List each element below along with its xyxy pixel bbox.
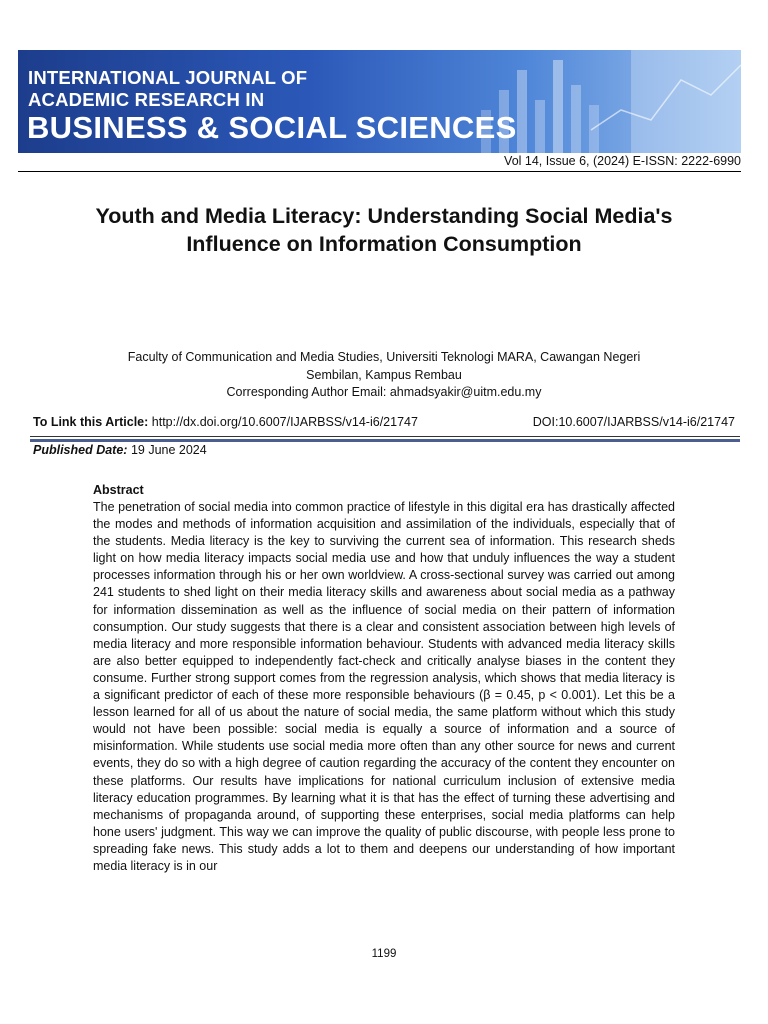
- issue-info: Vol 14, Issue 6, (2024) E-ISSN: 2222-6990: [504, 154, 741, 168]
- abstract-heading: Abstract: [93, 483, 144, 497]
- journal-name-line2: ACADEMIC RESEARCH IN: [28, 89, 265, 110]
- article-link-row: [33, 415, 735, 429]
- affiliation-block: [60, 349, 708, 402]
- link-divider-thin: [30, 436, 740, 437]
- journal-name-line1: INTERNATIONAL JOURNAL OF: [28, 67, 308, 88]
- corresponding-email: Corresponding Author Email: ahmadsyakir@uitm.edu.my: [226, 385, 542, 399]
- published-date-label: Published Date:: [33, 443, 128, 457]
- affiliation-line2: Sembilan, Kampus Rembau: [306, 367, 462, 382]
- article-url-link[interactable]: http://dx.doi.org/10.6007/IJARBSS/v14-i6/21747: [151, 415, 418, 429]
- journal-banner: [18, 50, 741, 153]
- header-divider: [18, 171, 741, 172]
- page-number: 1199: [371, 948, 397, 960]
- article-title: Youth and Media Literacy: Understanding Social Media's Influence on Information Consumption: [95, 204, 673, 256]
- abstract-text: The penetration of social media into common practice of lifestyle in this digital era has drastically affected the modes and methods of information acquisition and assimilation of the individuals, especially that of the students. Media literacy is the key to surviving the current sea of information. This research sheds light on how media literacy impacts social media use and how that unduly influences the way a student processes information through his or her own worldview. A cross-sectional survey was carried out among 241 students to shed light on their media literacy skills and awareness about social media as a pathway for information dissemination as well as the influence of social media on their pattern of information consumption. Our study suggests that there is a clear and consistent association between high levels of media literacy and more responsible information behaviour. Students with advanced media literacy skills are also better equipped to independently fact-check and critically analyse biases in the content they consume. Further strong support comes from the regression analysis, which shows that media literacy is a significant predictor of each of these more responsible behaviours (β = 0.45, p < 0.001). Let this be a lesson learned for all of us about the nature of social media, the same platform without which this study would not have been possible: social media is equally a source of information and a source of misinformation. While students use social media more often than any other source for news and current events, they do so with a high degree of caution regarding the accuracy of the content they encounter on these platforms. Our results have implications for national curriculum inclusion of extensive media literacy education programmes. By learning what it is that has the effect of turning these advertising and mechanisms of propaganda around, of supporting these enterprises, social media platforms can help hone users' judgment. This way we can improve the quality of public discourse, with people less prone to spreading fake news. This study adds a lot to them and deepens our understanding of how important media literacy is in our: [93, 500, 675, 873]
- published-date-row: [33, 443, 207, 457]
- link-label: To Link this Article:: [33, 415, 149, 429]
- doi-text: DOI:10.6007/IJARBSS/v14-i6/21747: [532, 415, 735, 429]
- published-date-value: 19 June 2024: [130, 443, 207, 457]
- journal-name-line3: BUSINESS & SOCIAL SCIENCES: [27, 110, 517, 145]
- affiliation-line1: Faculty of Communication and Media Studies, Universiti Teknologi MARA, Cawangan Negeri: [127, 350, 641, 364]
- link-divider-thick: [30, 439, 740, 442]
